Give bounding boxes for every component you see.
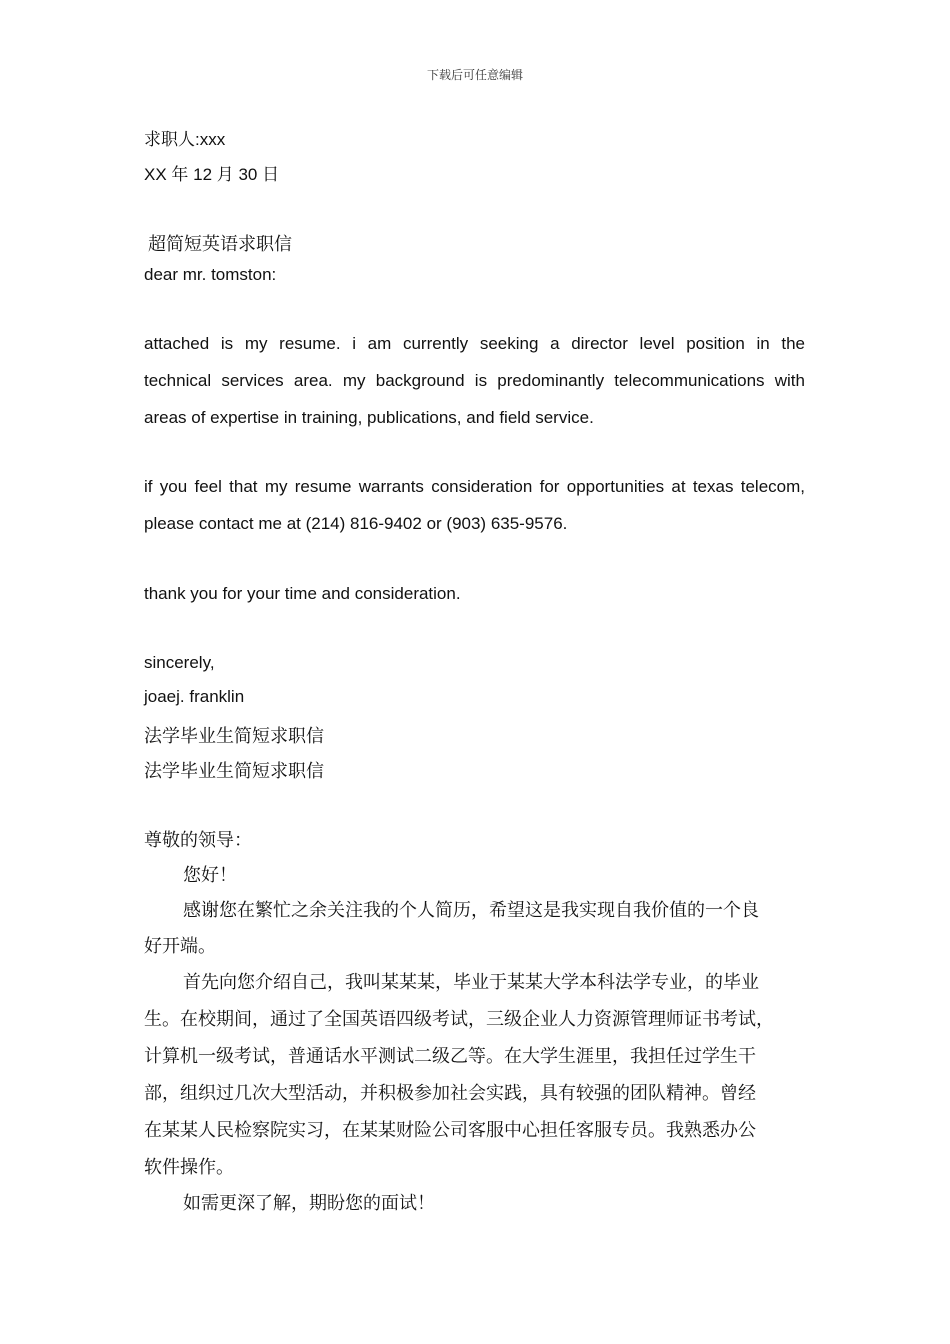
law-para2-line: 在某某人民检察院实习，在某某财险公司客服中心担任客服专员。我熟悉办公 bbox=[144, 1120, 756, 1141]
law-para2-line: 软件操作。 bbox=[144, 1157, 234, 1178]
law-para2-line: 生。在校期间，通过了全国英语四级考试，三级企业人力资源管理师证书考试， bbox=[144, 1009, 774, 1030]
english-thanks: thank you for your time and consideration. bbox=[144, 584, 461, 603]
english-para2-line: please contact me at (214) 816-9402 or (903) 635-9576. bbox=[144, 514, 568, 533]
english-letter-title: 超简短英语求职信 bbox=[148, 234, 292, 255]
law-salutation: 尊敬的领导： bbox=[144, 830, 252, 851]
english-para1-line: technical services area. my background is predominantly telecommunications with bbox=[144, 371, 805, 390]
english-para1-line: areas of expertise in training, publications, and field service. bbox=[144, 408, 594, 427]
law-para2-line: 部，组织过几次大型活动，并积极参加社会实践，具有较强的团队精神。曾经 bbox=[144, 1083, 756, 1104]
english-signature: joaej. franklin bbox=[144, 687, 245, 706]
english-para1-line: attached is my resume. i am currently seeking a director level position in the bbox=[144, 334, 805, 353]
law-letter-title: 法学毕业生简短求职信 bbox=[144, 726, 324, 747]
english-closing: sincerely, bbox=[144, 653, 215, 672]
applicant-line: 求职人:xxx bbox=[144, 130, 226, 149]
page-header: 下载后可任意编辑 bbox=[426, 68, 523, 82]
english-salutation: dear mr. tomston: bbox=[144, 265, 277, 284]
law-para2-line: 首先向您介绍自己，我叫某某某，毕业于某某大学本科法学专业，的毕业 bbox=[183, 972, 759, 993]
law-letter-title: 法学毕业生简短求职信 bbox=[144, 761, 324, 782]
law-para1-line: 感谢您在繁忙之余关注我的个人简历，希望这是我实现自我价值的一个良 bbox=[183, 900, 759, 921]
date-line: XX 年 12 月 30 日 bbox=[144, 165, 280, 184]
english-para2-line: if you feel that my resume warrants consideration for opportunities at texas telecom, bbox=[144, 477, 805, 496]
law-greeting: 您好！ bbox=[183, 865, 237, 886]
law-para1-line: 好开端。 bbox=[144, 936, 216, 957]
law-para2-line: 计算机一级考试，普通话水平测试二级乙等。在大学生涯里，我担任过学生干 bbox=[144, 1046, 756, 1067]
law-closing-line: 如需更深了解，期盼您的面试！ bbox=[183, 1193, 435, 1214]
